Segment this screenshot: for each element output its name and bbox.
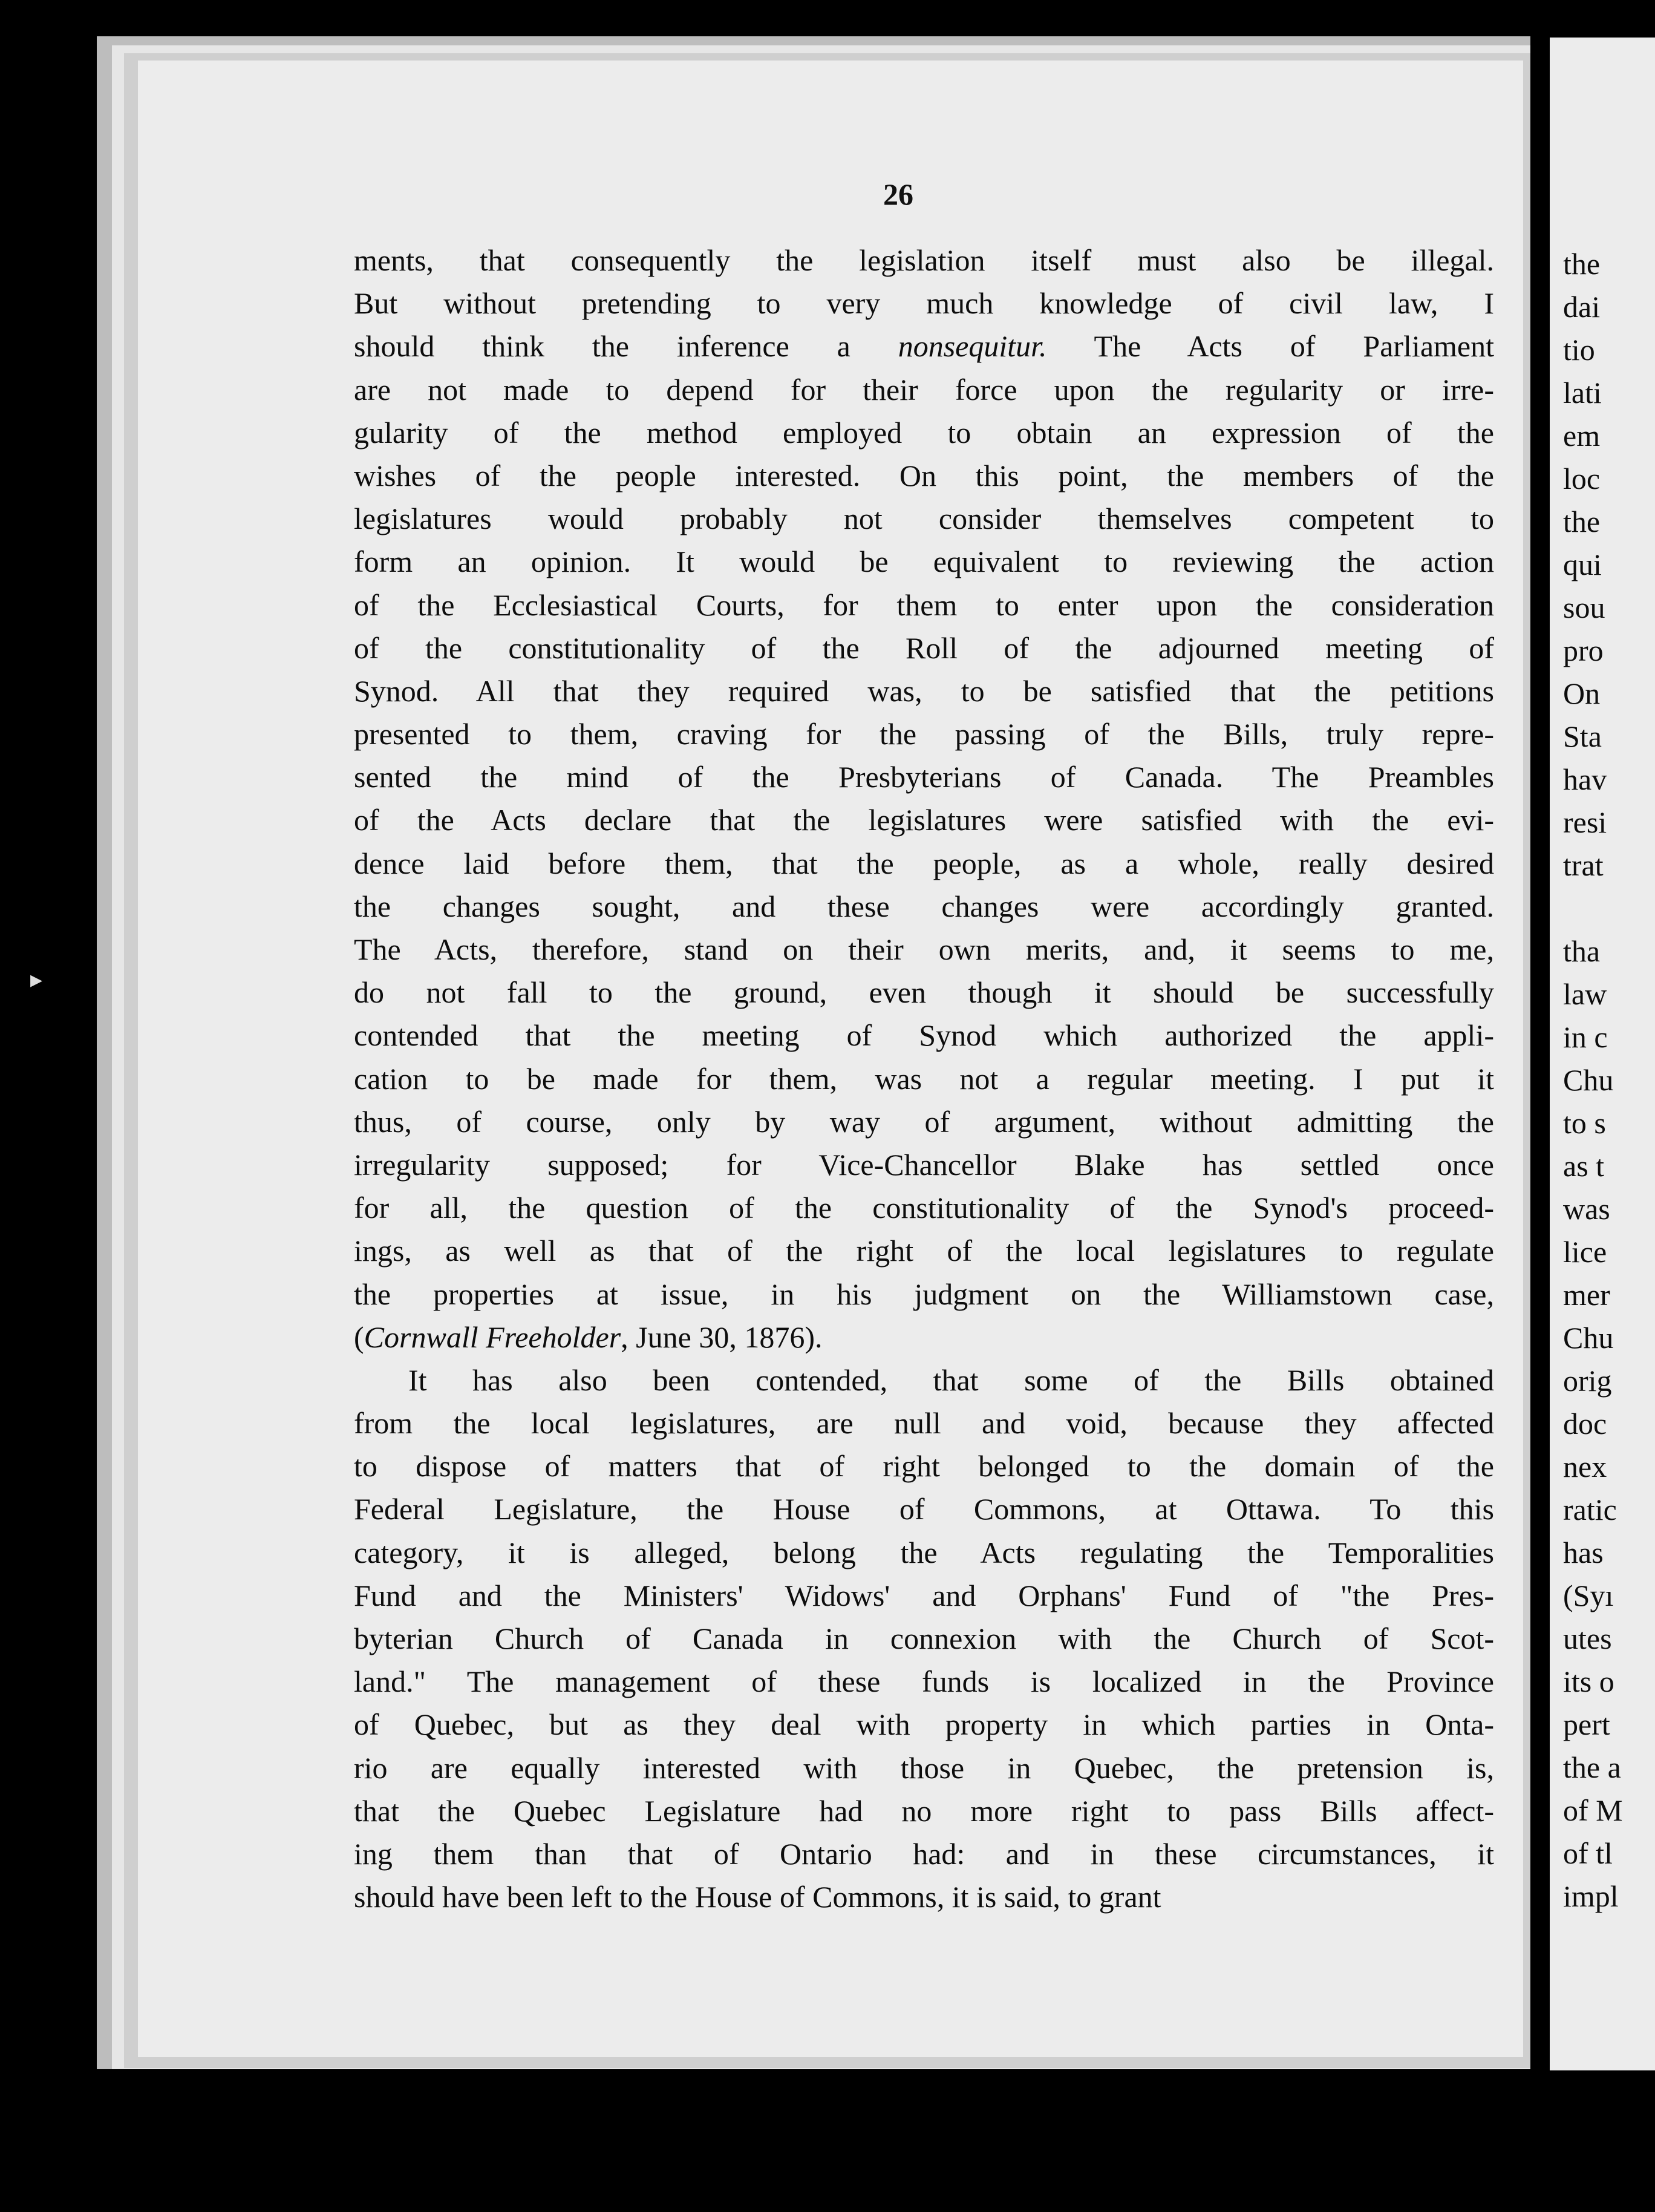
facing-page-fragment: pert [1563, 1707, 1610, 1741]
text-line: Federal Legislature, the House of Commons, at Ottawa. To this [354, 1492, 1494, 1526]
text-line: (Cornwall Freeholder, June 30, 1876). [354, 1320, 823, 1354]
facing-page-fragment: dai [1563, 290, 1601, 324]
facing-page [1550, 38, 1655, 2070]
facing-page-fragment: em [1563, 419, 1601, 453]
facing-page-fragment: Chu [1563, 1321, 1614, 1355]
text-line: irregularity supposed; for Vice-Chancellor Blake has settled once [354, 1147, 1494, 1182]
text-line: rio are equally interested with those in Quebec, the pretension is, [354, 1750, 1494, 1785]
facing-page-fragment: tio [1563, 333, 1595, 367]
facing-page-fragment: orig [1563, 1364, 1612, 1398]
scan-mark: ▸ [30, 966, 43, 993]
text-line: of Quebec, but as they deal with property in which parties in Onta- [354, 1707, 1494, 1742]
facing-page-fragment: tha [1563, 934, 1601, 968]
text-line: the properties at issue, in his judgment on the Williamstown case, [354, 1277, 1494, 1311]
text-line: are not made to depend for their force upon the regularity or irre- [354, 372, 1494, 407]
facing-page-fragment: Chu [1563, 1063, 1614, 1097]
facing-page-fragment: pro [1563, 633, 1604, 667]
facing-page-fragment: ratic [1563, 1493, 1617, 1526]
facing-page-fragment: mer [1563, 1278, 1610, 1312]
facing-page-fragment: lati [1563, 376, 1602, 410]
text-line: It has also been contended, that some of the Bills obtained [408, 1363, 1494, 1397]
text-line: ings, as well as that of the right of the local legislatures to regulate [354, 1234, 1494, 1268]
facing-page-fragment: loc [1563, 462, 1601, 496]
text-line: But without pretending to very much knowledge of civil law, I [354, 286, 1494, 321]
page-number: 26 [883, 177, 913, 211]
facing-page-fragment: has [1563, 1536, 1604, 1569]
facing-page-fragment: Sta [1563, 719, 1602, 753]
text-line: thus, of course, only by way of argument, without admitting the [354, 1104, 1494, 1139]
facing-page-fragment: to s [1563, 1106, 1606, 1140]
facing-page-fragment: (Syı [1563, 1579, 1614, 1612]
text-line: of the Ecclesiastical Courts, for them to enter upon the consideration [354, 587, 1494, 622]
text-line: The Acts, therefore, stand on their own merits, and, it seems to me, [354, 932, 1494, 966]
facing-page-fragment: of M [1563, 1793, 1623, 1827]
text-line: ments, that consequently the legislation itself must also be illegal. [354, 243, 1494, 277]
facing-page-fragment: trat [1563, 848, 1604, 882]
facing-page-fragment: law [1563, 977, 1607, 1011]
text-line: should have been left to the House of Commons, it is said, to grant [354, 1880, 1161, 1914]
facing-page-fragment: the [1563, 247, 1601, 281]
text-line: of the Acts declare that the legislatures were satisfied with the evi- [354, 803, 1494, 837]
text-line: for all, the question of the constitutionality of the Synod's proceed- [354, 1191, 1494, 1225]
facing-page-fragment: nex [1563, 1450, 1607, 1484]
facing-page-fragment: sou [1563, 591, 1605, 624]
text-line: cation to be made for them, was not a regular meeting. I put it [354, 1061, 1494, 1096]
text-line: byterian Church of Canada in connexion with the Church of Scot- [354, 1621, 1494, 1655]
text-line: Synod. All that they required was, to be satisfied that the petitions [354, 673, 1494, 708]
facing-page-fragment: lice [1563, 1235, 1607, 1269]
facing-page-fragment: resi [1563, 805, 1607, 839]
book-gutter [1530, 24, 1549, 2093]
text-line: from the local legislatures, are null and void, because they affected [354, 1406, 1494, 1441]
text-line: do not fall to the ground, even though it should be successfully [354, 975, 1494, 1010]
facing-page-fragment: in c [1563, 1020, 1608, 1054]
text-line: form an opinion. It would be equivalent to reviewing the action [354, 545, 1494, 579]
facing-page-fragment: was [1563, 1192, 1610, 1226]
text-line: contended that the meeting of Synod which authorized the appli- [354, 1018, 1494, 1053]
text-line: dence laid before them, that the people, as a whole, really desired [354, 846, 1494, 880]
facing-page-fragment: hav [1563, 762, 1607, 796]
text-line: land." The management of these funds is localized in the Province [354, 1664, 1494, 1699]
facing-page-fragment: utes [1563, 1621, 1612, 1655]
facing-page-fragment: On [1563, 676, 1601, 710]
text-line: sented the mind of the Presbyterians of Canada. The Preambles [354, 760, 1494, 794]
text-line: wishes of the people interested. On this point, the members of the [354, 458, 1494, 492]
text-line: should think the inference a nonsequitur. The Acts of Parliament [354, 329, 1494, 364]
text-line: the changes sought, and these changes were accordingly granted. [354, 889, 1494, 923]
facing-page-fragment: doc [1563, 1407, 1607, 1441]
facing-page-fragment: impl [1563, 1879, 1619, 1913]
facing-page-fragment: its o [1563, 1664, 1614, 1698]
text-line: ing them than that of Ontario had: and in these circumstances, it [354, 1836, 1494, 1871]
text-line: presented to them, craving for the passing of the Bills, truly repre- [354, 717, 1494, 751]
body-text [354, 239, 1494, 1919]
text-line: legislatures would probably not consider themselves competent to [354, 502, 1494, 536]
facing-page-fragment: the a [1563, 1750, 1621, 1784]
facing-page-fragment: of tl [1563, 1836, 1613, 1870]
text-line: of the constitutionality of the Roll of the adjourned meeting of [354, 630, 1494, 665]
text-line: category, it is alleged, belong the Acts regulating the Temporalities [354, 1535, 1494, 1569]
text-line: to dispose of matters that of right belonged to the domain of the [354, 1449, 1494, 1484]
text-line: Fund and the Ministers' Widows' and Orphans' Fund of "the Pres- [354, 1578, 1494, 1612]
text-line: gularity of the method employed to obtain an expression of the [354, 415, 1494, 450]
facing-page-fragment: qui [1563, 548, 1602, 581]
facing-page-fragment: as t [1563, 1149, 1605, 1183]
text-line: that the Quebec Legislature had no more right to pass Bills affect- [354, 1793, 1494, 1828]
facing-page-fragment: the [1563, 505, 1601, 538]
